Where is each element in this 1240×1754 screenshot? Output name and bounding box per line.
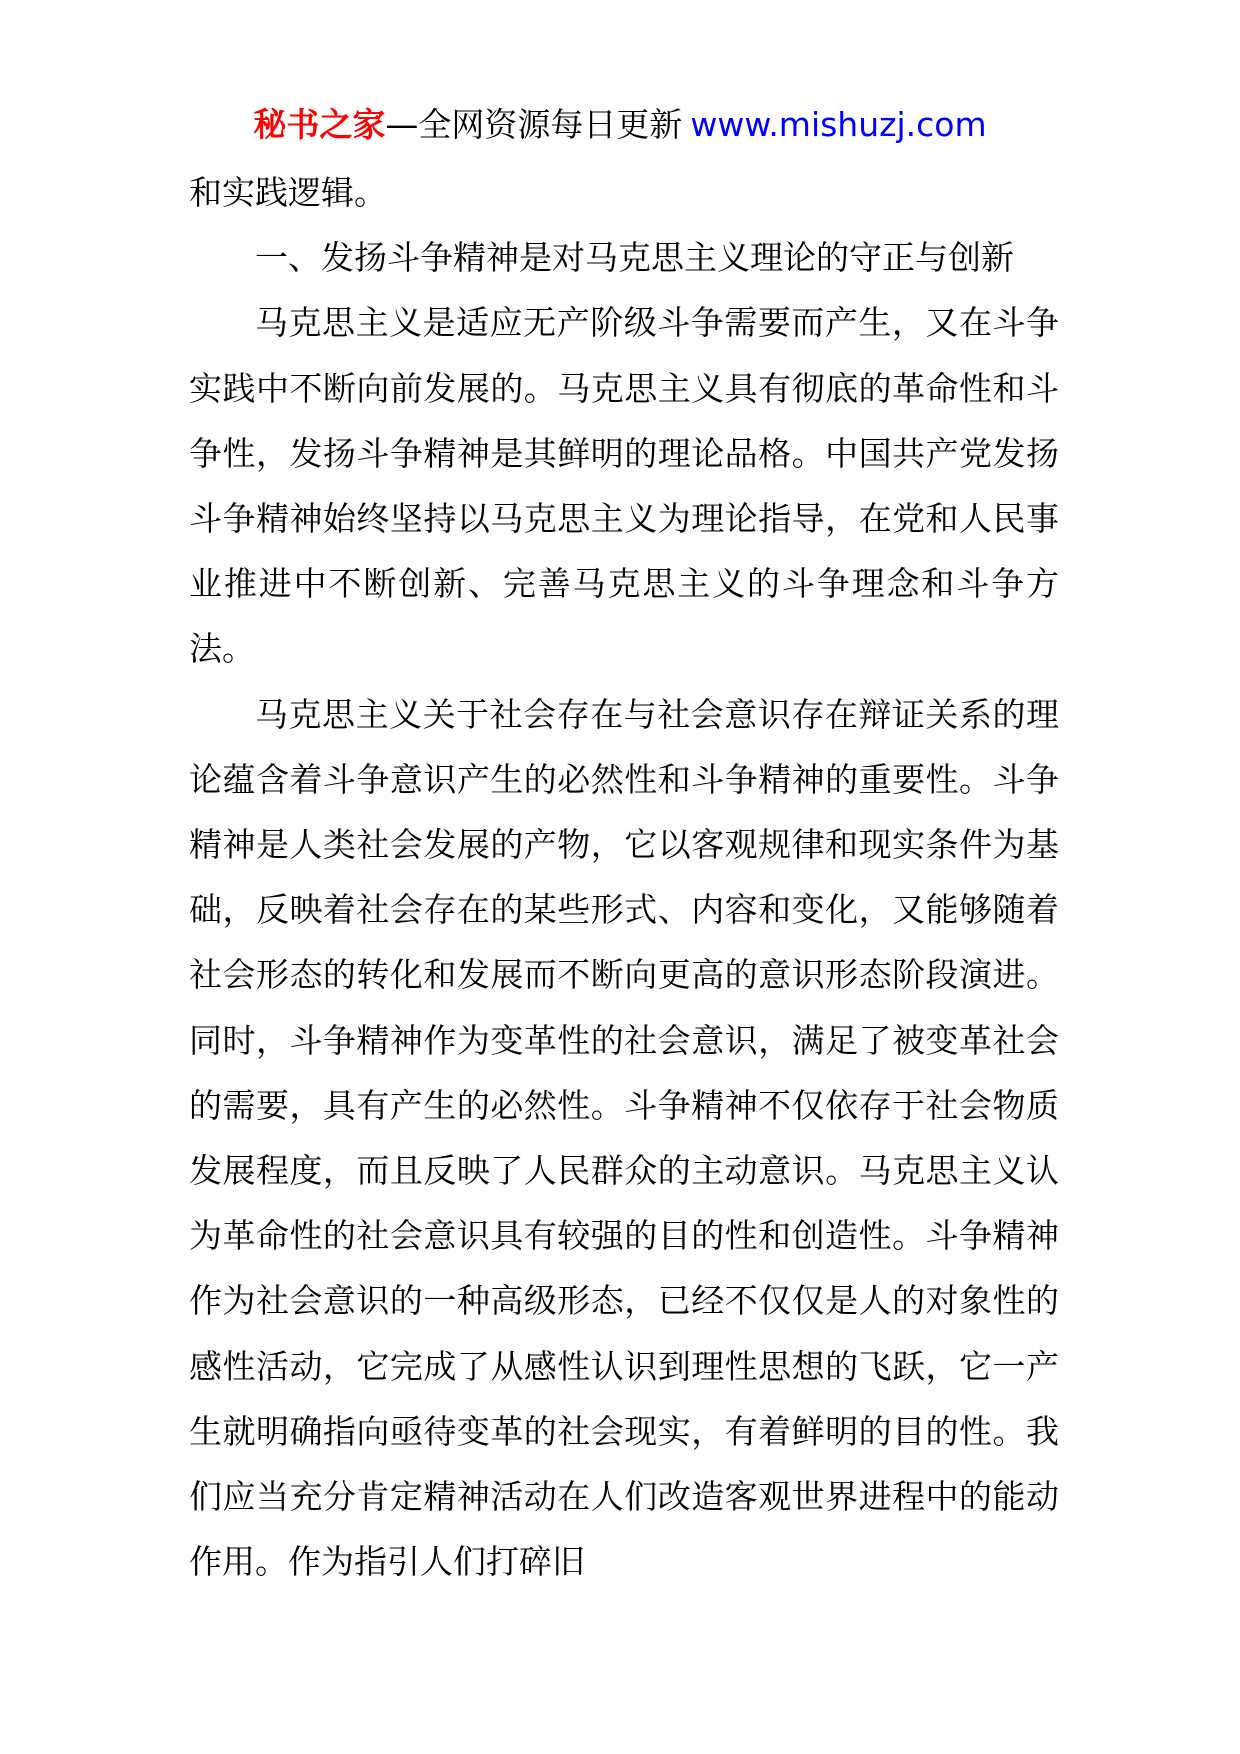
body-paragraph: 马克思主义是适应无产阶级斗争需要而产生，又在斗争实践中不断向前发展的。马克思主义具有彻底的革命性和斗争性，发扬斗争精神是其鲜明的理论品格。中国共产党发扬斗争精神始终坚持以马克思主义为理论指导，在党和人民事业推进中不断创新、完善马克思主义的斗争理念和斗争方法。 — [189, 303, 1059, 669]
body-paragraph: 马克思主义关于社会存在与社会意识存在辩证关系的理论蕴含着斗争意识产生的必然性和斗争精神的重要性。斗争精神是人类社会发展的产物，它以客观规律和现实条件为基础，反映着社会存在的某些形式、内容和变化，又能够随着社会形态的转化和发展而不断向更高的意识形态阶段演进。同时，斗争精神作为变革性的社会意识，满足了被变革社会的需要，具有产生的必然性。斗争精神不仅依存于社会物质发展程度，而且反映了人民群众的主动意识。马克思主义认为革命性的社会意识具有较强的目的性和创造性。斗争精神作为社会意识的一种高级形态，已经不仅仅是人的对象性的感性活动，它完成了从感性认识到理性思想的飞跃，它一产生就明确指向亟待变革的社会现实，有着鲜明的目的性。我们应当充分肯定精神活动在人们改造客观世界进程中的能动作用。作为指引人们打碎旧 — [189, 694, 1059, 1582]
header-tagline: —全网资源每日更新 — [385, 105, 683, 144]
section-heading: 一、发扬斗争精神是对马克思主义理论的守正与创新 — [255, 238, 1014, 278]
page-header — [0, 100, 1240, 150]
document-body — [189, 160, 1059, 1594]
brand-name: 秘书之家 — [253, 105, 386, 144]
continuation-paragraph: 和实践逻辑。 — [189, 173, 387, 212]
header-url[interactable]: www.mishuzj.com — [690, 105, 987, 144]
